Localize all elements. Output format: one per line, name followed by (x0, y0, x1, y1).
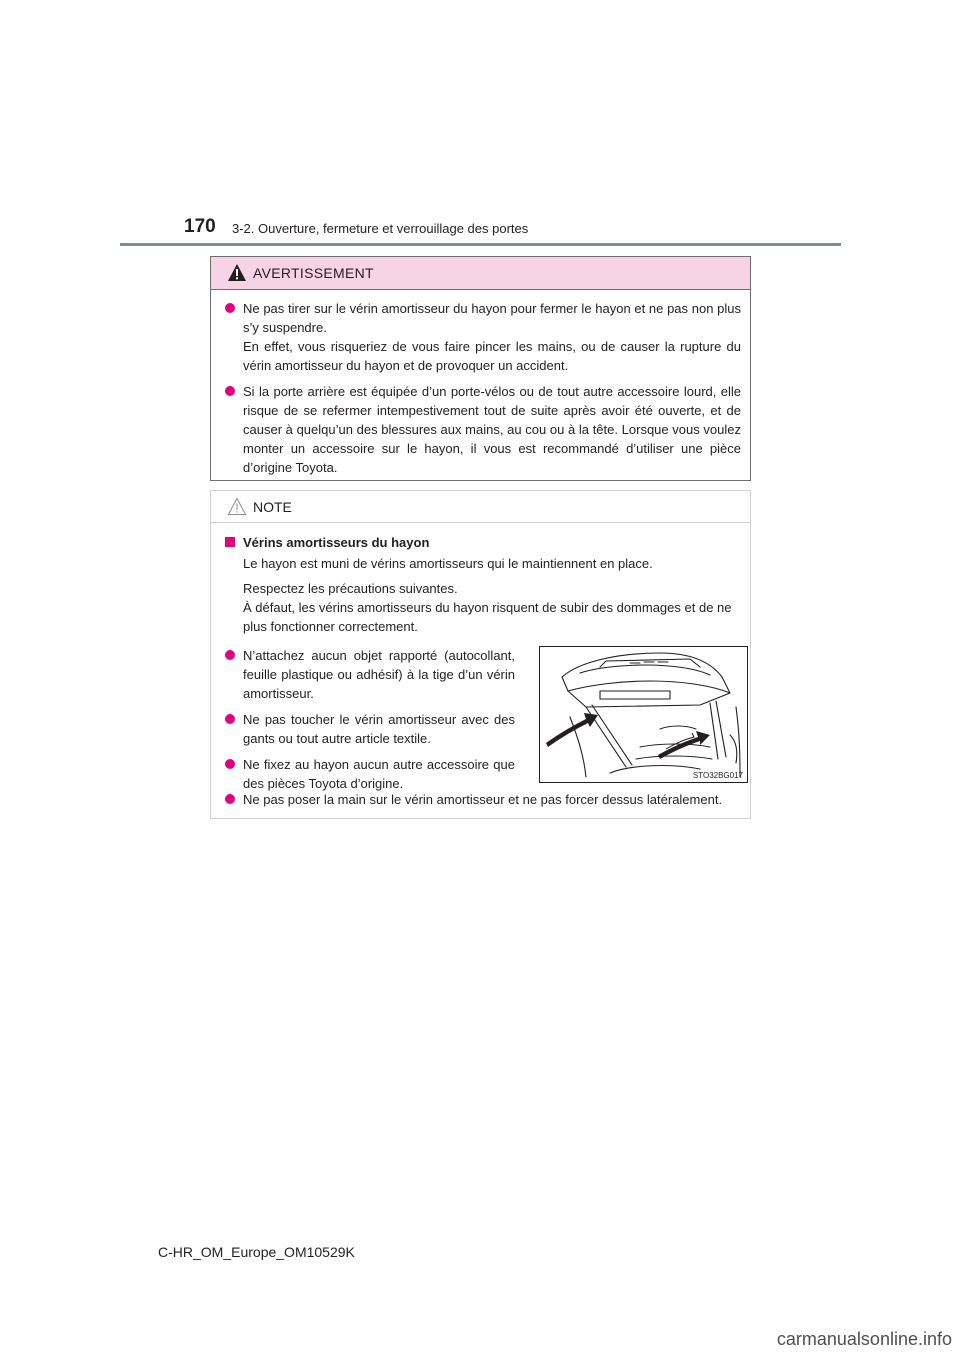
caution-triangle-icon (227, 497, 247, 516)
bullet-icon (225, 303, 235, 313)
header-rule (120, 243, 841, 246)
note-paragraph: Le hayon est muni de vérins amortisseurs qui le maintiennent en place. (243, 556, 653, 571)
warning-item-text: En effet, vous risqueriez de vous faire pincer les mains, ou de causer la rupture du vérin amortisseur du hayon et de provoquer un accident. (243, 339, 741, 373)
page-number: 170 (184, 216, 216, 237)
tailgate-illustration (540, 647, 747, 782)
note-subtitle-text: Vérins amortisseurs du hayon (243, 535, 430, 550)
warning-title: AVERTISSEMENT (253, 265, 374, 281)
warning-item (225, 382, 741, 477)
note-header (211, 491, 750, 523)
note-item-text: Ne pas poser la main sur le vérin amortisseur et ne pas forcer dessus latéralement. (243, 792, 723, 807)
bullet-icon (225, 759, 235, 769)
note-paragraph (225, 579, 741, 636)
note-item (225, 790, 741, 809)
note-item (225, 710, 515, 748)
square-bullet-icon (225, 537, 235, 547)
note-subtitle (225, 533, 741, 552)
note-paragraph-line: Respectez les précautions suivantes. (243, 581, 458, 596)
note-item-text: N’attachez aucun objet rapporté (autocollant, feuille plastique ou adhésif) à la tige d’un vérin amortisseur. (243, 648, 515, 701)
note-title: NOTE (253, 499, 292, 515)
watermark: carmanualsonline.info (776, 1329, 952, 1349)
note-item-text: Ne fixez au hayon aucun autre accessoire que des pièces Toyota d’origine. (243, 757, 515, 791)
tailgate-figure (539, 646, 748, 783)
note-list (225, 646, 515, 800)
note-item-text: Ne pas toucher le vérin amortisseur avec des gants ou tout autre article textile. (243, 712, 515, 746)
note-box (210, 490, 751, 819)
note-item (225, 755, 515, 793)
document-id: C-HR_OM_Europe_OM10529K (158, 1244, 355, 1260)
warning-item-text: Si la porte arrière est équipée d’un porte-vélos ou de tout autre accessoire lourd, elle risque de se refermer intempestivement tout de suite après avoir été ouverte, et de causer à quelqu’un des blessures aux mains, au cou ou à la tête. Lorsque vous voulez monter un accessoire sur le hayon, il vous est recommandé d’utiliser une pièce d’origine Toyota. (243, 384, 741, 475)
bullet-icon (225, 386, 235, 396)
warning-item-text: Ne pas tirer sur le vérin amortisseur du hayon pour fermer le hayon et ne pas non plus s’y suspendre. (243, 301, 741, 335)
bullet-icon (225, 794, 235, 804)
note-paragraph-line: À défaut, les vérins amortisseurs du hayon risquent de subir des dommages et de ne plus fonctionner correctement. (243, 600, 732, 634)
note-split (225, 646, 743, 791)
warning-header (211, 257, 750, 290)
bullet-icon (225, 714, 235, 724)
section-title: 3-2. Ouverture, fermeture et verrouillage des portes (232, 221, 529, 236)
note-body (211, 523, 750, 809)
warning-item (225, 299, 741, 375)
page-header (0, 0, 960, 250)
bullet-icon (225, 650, 235, 660)
warning-box (210, 256, 751, 481)
warning-body (211, 290, 750, 477)
warning-triangle-icon (227, 263, 247, 282)
note-item (225, 646, 515, 703)
figure-code: STO32BG017 (692, 771, 743, 780)
